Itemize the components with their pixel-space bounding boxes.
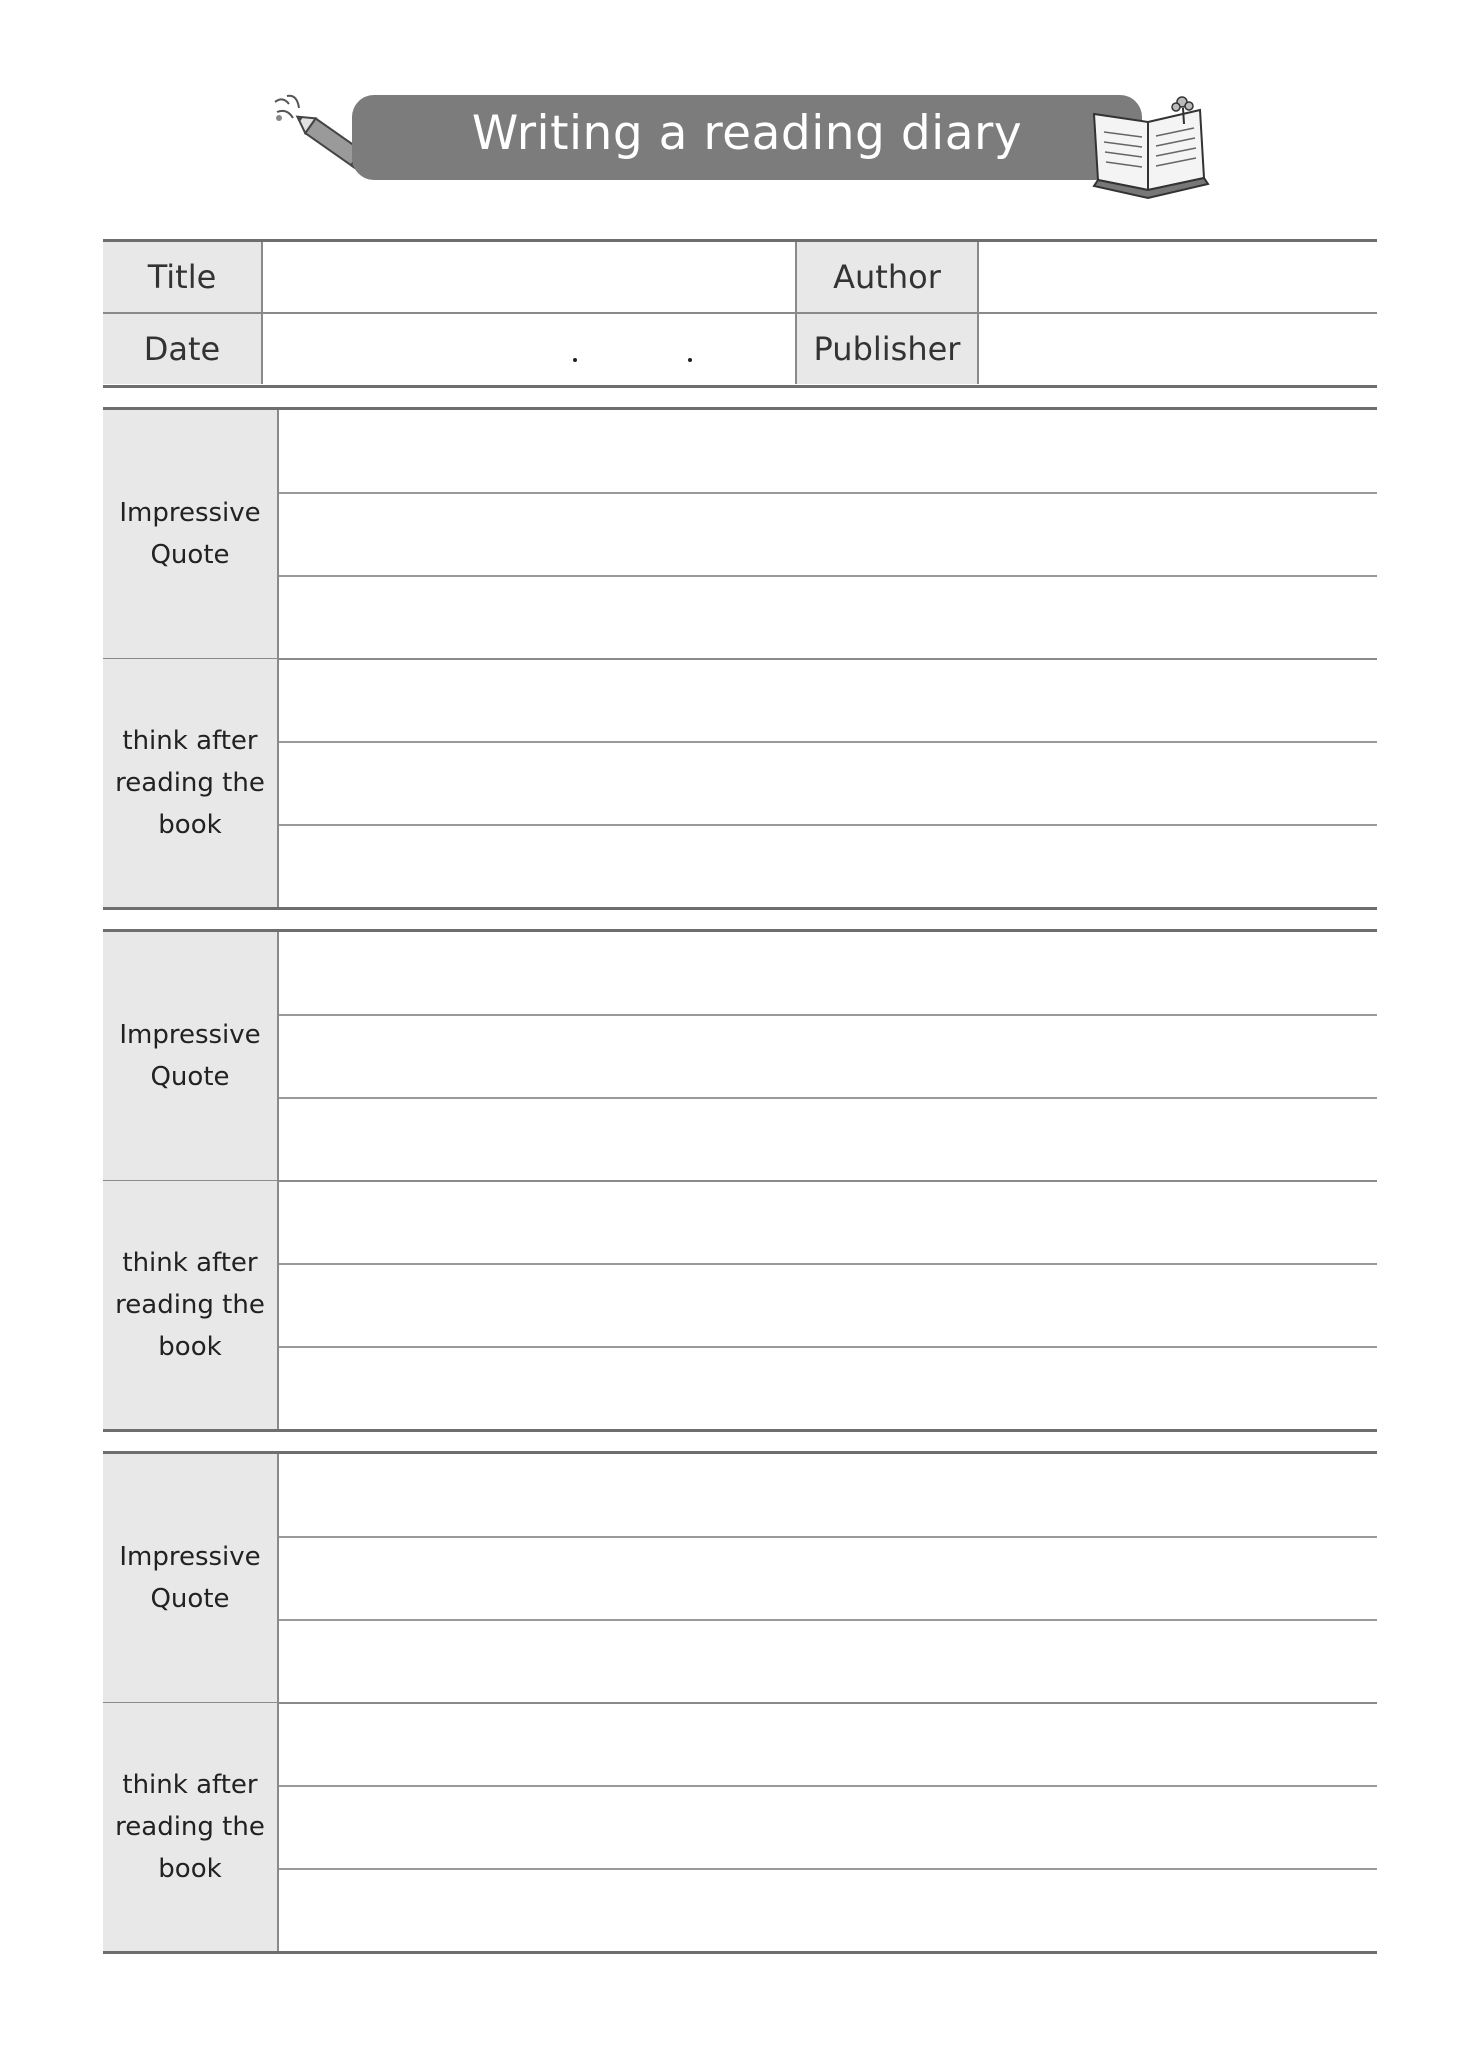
date-label: Date <box>103 314 263 384</box>
think-after-reading-label: think after reading the book <box>103 1181 279 1429</box>
think-after-reading-label: think after reading the book <box>103 659 279 907</box>
think-after-reading-label: think after reading the book <box>103 1703 279 1951</box>
publisher-field[interactable] <box>979 314 1377 384</box>
diary-block <box>103 929 1377 1432</box>
date-field[interactable] <box>263 314 795 384</box>
impressive-quote-section <box>103 932 1377 1182</box>
author-field[interactable] <box>979 242 1377 312</box>
book-info-table <box>103 239 1377 388</box>
impressive-quote-label: Impressive Quote <box>103 410 279 658</box>
writing-line[interactable] <box>279 1346 1377 1348</box>
author-label: Author <box>795 242 979 312</box>
date-separator-dot <box>688 358 692 362</box>
writing-line[interactable] <box>279 1263 1377 1265</box>
date-separator-dot <box>573 358 577 362</box>
title-field[interactable] <box>263 242 795 312</box>
writing-line[interactable] <box>279 1536 1377 1538</box>
writing-line[interactable] <box>279 1014 1377 1016</box>
impressive-quote-section <box>103 1454 1377 1704</box>
writing-line[interactable] <box>279 492 1377 494</box>
impressive-quote-label: Impressive Quote <box>103 1454 279 1702</box>
title-banner <box>352 95 1142 180</box>
writing-line[interactable] <box>279 824 1377 826</box>
writing-line[interactable] <box>279 1785 1377 1787</box>
think-after-reading-section <box>103 1703 1377 1951</box>
impressive-quote-label: Impressive Quote <box>103 932 279 1180</box>
writing-line[interactable] <box>279 1619 1377 1621</box>
info-row-date-publisher <box>103 314 1377 384</box>
think-after-reading-section <box>103 659 1377 907</box>
writing-line[interactable] <box>279 575 1377 577</box>
open-book-icon <box>1088 92 1218 206</box>
title-label: Title <box>103 242 263 312</box>
writing-line[interactable] <box>279 741 1377 743</box>
impressive-quote-section <box>103 410 1377 660</box>
diary-block <box>103 1451 1377 1954</box>
think-after-reading-section <box>103 1181 1377 1429</box>
writing-line[interactable] <box>279 1097 1377 1099</box>
page-title: Writing a reading diary <box>471 106 1023 161</box>
diary-block <box>103 407 1377 910</box>
info-row-title-author <box>103 242 1377 314</box>
writing-line[interactable] <box>279 1868 1377 1870</box>
publisher-label: Publisher <box>795 314 979 384</box>
